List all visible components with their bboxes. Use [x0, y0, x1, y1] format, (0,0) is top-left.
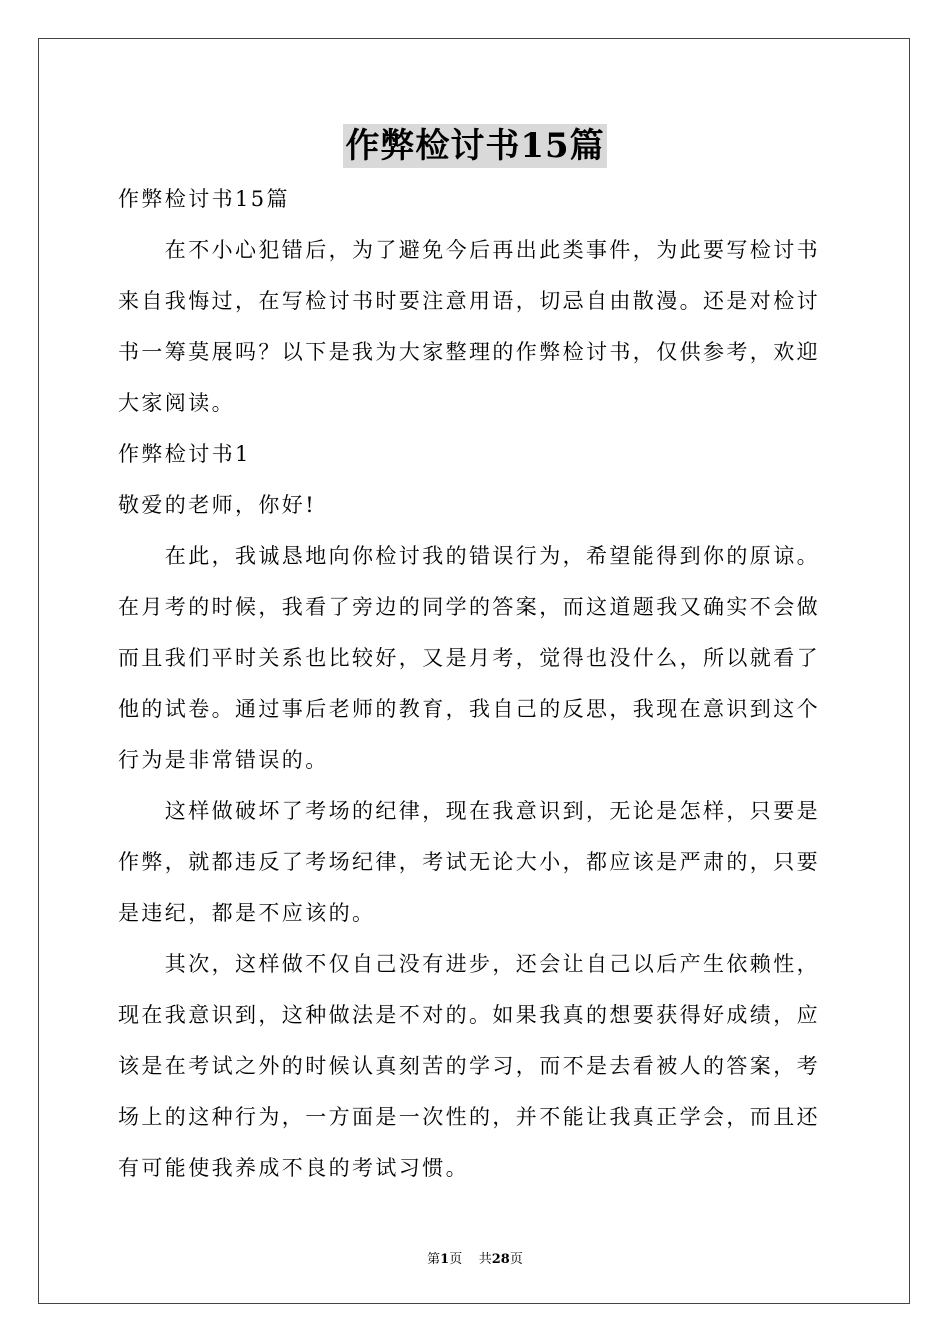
text-line: 在此，我诚恳地向你检讨我的错误行为，希望能得到你的原谅。	[118, 544, 820, 568]
title-container	[0, 124, 950, 168]
text-line: 来自我悔过，在写检讨书时要注意用语，切忌自由散漫。还是对检讨	[118, 289, 820, 313]
text-line: 在月考的时候，我看了旁边的同学的答案，而这道题我又确实不会做	[118, 595, 820, 619]
text-line: 该是在考试之外的时候认真刻苦的学习，而不是去看被人的答案，考	[118, 1054, 820, 1078]
page-label-pre: 第	[427, 1252, 441, 1267]
page-footer	[0, 1248, 950, 1267]
text-line: 这样做破坏了考场的纪律，现在我意识到，无论是怎样，只要是	[118, 799, 820, 823]
page-number: 1	[440, 1252, 450, 1267]
section-heading: 作弊检讨书1	[118, 442, 251, 466]
total-pages: 28	[491, 1252, 510, 1267]
text-line: 在不小心犯错后，为了避免今后再出此类事件，为此要写检讨书	[118, 238, 820, 262]
text-line: 有可能使我养成不良的考试习惯。	[118, 1156, 469, 1180]
document-title: 作弊检讨书15篇	[345, 126, 605, 166]
text-line: 现在我意识到，这种做法是不对的。如果我真的想要获得好成绩，应	[118, 1003, 820, 1027]
text-line: 场上的这种行为，一方面是一次性的，并不能让我真正学会，而且还	[118, 1105, 820, 1129]
text-line: 其次，这样做不仅自己没有进步，还会让自己以后产生依赖性，	[118, 952, 820, 976]
text-line: 而且我们平时关系也比较好，又是月考，觉得也没什么，所以就看了	[118, 646, 820, 670]
page-label-post: 页	[449, 1252, 463, 1267]
text-line: 书一筹莫展吗？以下是我为大家整理的作弊检讨书，仅供参考，欢迎	[118, 340, 820, 364]
total-label-pre: 共	[478, 1252, 492, 1267]
text-line: 作弊，就都违反了考场纪律，考试无论大小，都应该是严肃的，只要	[118, 850, 820, 874]
document-body	[118, 174, 834, 1194]
text-line: 是违纪，都是不应该的。	[118, 901, 376, 925]
text-line: 他的试卷。通过事后老师的教育，我自己的反思，我现在意识到这个	[118, 697, 820, 721]
total-label-post: 页	[509, 1252, 523, 1267]
text-line: 行为是非常错误的。	[118, 748, 329, 772]
text-line: 作弊检讨书15篇	[118, 187, 290, 211]
salutation: 敬爱的老师，你好!	[118, 493, 317, 517]
text-line: 大家阅读。	[118, 391, 235, 415]
